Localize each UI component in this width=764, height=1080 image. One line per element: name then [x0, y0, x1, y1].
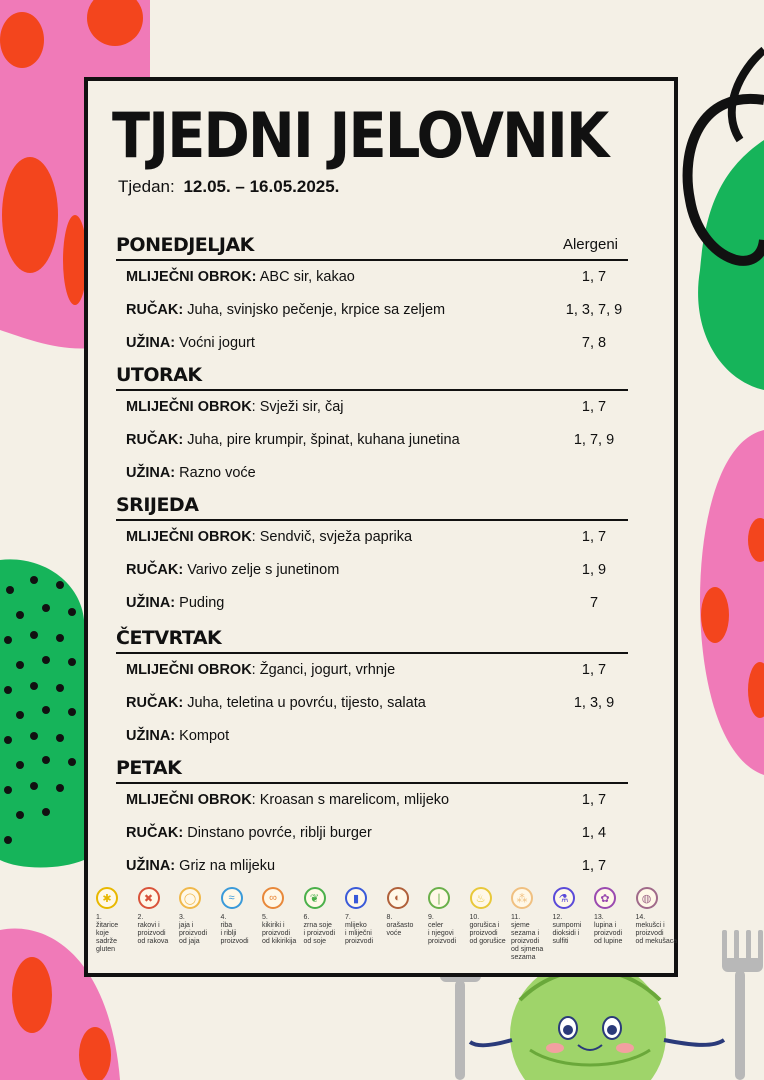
- mustard-icon: ♨: [470, 887, 492, 909]
- meal-label: UŽINA:: [126, 858, 176, 874]
- allergen-legend-text: 2. rakovi i proizvodi od rakova: [137, 914, 169, 945]
- mollusc-icon: ◍: [636, 887, 658, 909]
- fork-right: [722, 930, 763, 1080]
- meal-text: [126, 261, 355, 294]
- meal-label: RUČAK:: [126, 825, 184, 841]
- menu-title: TJEDNI JELOVNIK: [112, 99, 608, 172]
- fish-icon: ≈: [221, 887, 243, 909]
- crab-icon: ✖: [138, 887, 160, 909]
- allergen-legend-item: [511, 887, 555, 962]
- egg-icon: ◯: [179, 887, 201, 909]
- allergen-legend-text: 7. mlijeko i mliječni proizvodi: [345, 914, 374, 945]
- meal-row: [116, 784, 628, 817]
- meal-description: ABC sir, kakao: [256, 269, 355, 285]
- allergen-legend-text: 8. orašasto voće: [386, 914, 414, 937]
- allergen-legend-item: [221, 887, 265, 946]
- allergen-legend-text: 6. zrna soje i proizvodi od soje: [303, 914, 336, 945]
- day-section: [116, 626, 628, 753]
- day-name: UTORAK: [116, 363, 628, 391]
- meal-label: MLIJEČNI OBROK: [126, 399, 252, 415]
- meal-text: [126, 687, 426, 720]
- day-section: [116, 233, 628, 360]
- meal-description: : Kroasan s marelicom, mlijeko: [251, 792, 450, 808]
- milk-icon: ▮: [345, 887, 367, 909]
- allergen-legend-item: [179, 887, 223, 946]
- soy-icon: ❦: [304, 887, 326, 909]
- meal-allergens: 1, 7: [581, 529, 607, 545]
- meal-allergens: 1, 7: [581, 792, 607, 808]
- sesame-icon: ⁂: [511, 887, 533, 909]
- allergen-legend-text: 9. celer i njegovi proizvodi: [428, 914, 457, 945]
- meal-row: [116, 261, 628, 294]
- allergen-legend-text: 1. žitarice koje sadrže gluten: [96, 914, 119, 953]
- allergen-legend-item: [470, 887, 514, 946]
- allergen-legend-text: 10. gorušica i proizvodi od gorušice: [469, 914, 506, 945]
- sulfite-icon: ⚗: [553, 887, 575, 909]
- meal-allergens: 1, 3, 9: [573, 695, 615, 711]
- meal-text: [126, 424, 460, 457]
- meal-text: [126, 521, 412, 554]
- meal-label: RUČAK:: [126, 302, 184, 318]
- allergen-legend-item: [138, 887, 182, 946]
- meal-row: [116, 720, 628, 753]
- meal-row: [116, 687, 628, 720]
- allergens-header: Alergeni: [562, 236, 618, 253]
- day-section: [116, 756, 628, 883]
- meal-row: [116, 424, 628, 457]
- meal-description: Juha, pire krumpir, špinat, kuhana junetina: [183, 432, 460, 448]
- meal-allergens: 1, 3, 7, 9: [565, 302, 623, 318]
- meal-description: Razno voće: [175, 465, 256, 481]
- allergen-legend-item: [96, 887, 140, 954]
- cabbage-mascot: [470, 959, 724, 1080]
- meal-row: [116, 554, 628, 587]
- meal-text: [126, 817, 372, 850]
- week-line: [118, 177, 339, 197]
- meal-description: Varivo zelje s junetinom: [183, 562, 340, 578]
- day-name: SRIJEDA: [116, 493, 628, 521]
- meal-text: [126, 391, 344, 424]
- meal-text: [126, 294, 445, 327]
- lupin-icon: ✿: [594, 887, 616, 909]
- meal-description: : Sendvič, svježa paprika: [251, 529, 413, 545]
- meal-label: RUČAK:: [126, 562, 184, 578]
- nut-icon: ◐: [387, 887, 409, 909]
- allergen-legend-item: [345, 887, 389, 946]
- meal-label: MLIJEČNI OBROK: [126, 662, 252, 678]
- meal-allergens: 7, 8: [581, 335, 607, 351]
- meal-text: [126, 850, 275, 883]
- meal-row: [116, 327, 628, 360]
- allergen-legend-item: [553, 887, 597, 946]
- meal-label: MLIJEČNI OBROK:: [126, 269, 257, 285]
- meal-description: Juha, teletina u povrću, tijesto, salata: [183, 695, 426, 711]
- allergen-legend-item: [262, 887, 306, 946]
- meal-allergens: 1, 7: [581, 399, 607, 415]
- menu-card: [84, 77, 678, 977]
- meal-allergens: 1, 7: [581, 662, 607, 678]
- celery-icon: ❘: [428, 887, 450, 909]
- meal-label: UŽINA:: [126, 728, 176, 744]
- allergen-legend: [96, 887, 676, 977]
- meal-row: [116, 817, 628, 850]
- allergen-legend-text: 4. riba i riblji proizvodi: [220, 914, 249, 945]
- meal-label: MLIJEČNI OBROK: [126, 792, 252, 808]
- meal-description: Dinstano povrće, riblji burger: [183, 825, 372, 841]
- meal-row: [116, 391, 628, 424]
- meal-label: UŽINA:: [126, 465, 176, 481]
- meal-allergens: 1, 7: [581, 858, 607, 874]
- meal-description: Kompot: [175, 728, 230, 744]
- allergen-legend-text: 13. lupina i proizvodi od lupine: [594, 914, 623, 945]
- meal-row: [116, 457, 628, 490]
- meal-row: [116, 654, 628, 687]
- meal-allergens: 1, 9: [581, 562, 607, 578]
- meal-text: [126, 654, 395, 687]
- meal-text: [126, 327, 255, 360]
- meal-allergens: 1, 7: [581, 269, 607, 285]
- meal-text: [126, 587, 224, 620]
- meal-text: [126, 457, 256, 490]
- meal-text: [126, 720, 229, 753]
- allergen-legend-item: [387, 887, 431, 938]
- meal-allergens: 1, 4: [581, 825, 607, 841]
- meal-text: [126, 784, 449, 817]
- meal-description: : Svježi sir, čaj: [251, 399, 344, 415]
- meal-allergens: 7: [589, 595, 599, 611]
- allergen-legend-item: [594, 887, 638, 946]
- week-label: Tjedan:: [118, 177, 175, 196]
- allergen-legend-item: [636, 887, 680, 946]
- wheat-icon: ✱: [96, 887, 118, 909]
- allergen-legend-text: 11. sjeme sezama i proizvodi od sjmena sezama: [511, 914, 544, 961]
- meal-row: [116, 587, 628, 620]
- allergen-legend-item: [304, 887, 348, 946]
- day-section: [116, 363, 628, 490]
- meal-row: [116, 294, 628, 327]
- allergen-legend-text: 5. kikiriki i proizvodi od kikirikija: [262, 914, 297, 945]
- allergen-legend-text: 14. mekušci i proizvodi od mekušaca: [635, 914, 678, 945]
- day-name: ČETVRTAK: [116, 626, 628, 654]
- peanut-icon: ∞: [262, 887, 284, 909]
- meal-label: RUČAK:: [126, 432, 184, 448]
- meal-description: : Žganci, jogurt, vrhnje: [251, 662, 396, 678]
- meal-label: RUČAK:: [126, 695, 184, 711]
- meal-allergens: 1, 7, 9: [573, 432, 615, 448]
- meal-row: [116, 850, 628, 883]
- meal-description: Puding: [175, 595, 225, 611]
- week-value: 12.05. – 16.05.2025.: [183, 177, 340, 196]
- meal-description: Juha, svinjsko pečenje, krpice sa zeljem: [183, 302, 446, 318]
- meal-description: Griz na mlijeku: [175, 858, 276, 874]
- meal-description: Voćni jogurt: [175, 335, 255, 351]
- day-name: PETAK: [116, 756, 628, 784]
- meal-label: MLIJEČNI OBROK: [126, 529, 252, 545]
- meal-row: [116, 521, 628, 554]
- allergen-legend-text: 3. jaja i proizvodi od jaja: [179, 914, 208, 945]
- meal-text: [126, 554, 339, 587]
- meal-label: UŽINA:: [126, 595, 176, 611]
- day-name: PONEDJELJAK: [116, 233, 628, 261]
- meal-label: UŽINA:: [126, 335, 176, 351]
- day-section: [116, 493, 628, 620]
- allergen-legend-item: [428, 887, 472, 946]
- allergen-legend-text: 12. sumporni dioksidi i sulfiti: [552, 914, 582, 945]
